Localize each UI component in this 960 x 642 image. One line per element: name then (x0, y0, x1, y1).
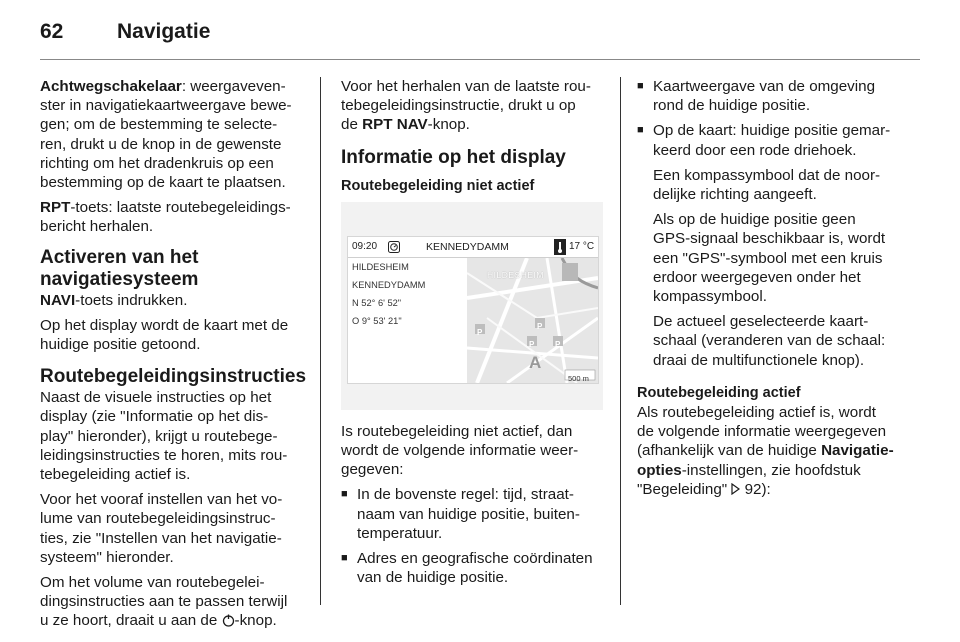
paragraph-active-info: Als routebegeleiding actief is, wordt de volgende informatie weergegeven (afhankelijk van de huidige Navigatie- opties-instellingen, zie hoofdstuk "Begeleiding" 92): (637, 404, 894, 498)
term-navigatie-opties-1: Navigatie- (821, 442, 894, 460)
paragraph-gps: Als op de huidige positie geen GPS-signaal beschikbaar is, wordt een "GPS"-symbool met een kruis erdoor weergegeven onder het kompassymbool. (653, 211, 886, 306)
compass-icon: A (529, 352, 542, 372)
display-longitude: O 9° 53' 21" (352, 315, 402, 326)
heading-active: Routebegeleiding actief (637, 384, 801, 401)
parking-icon-4: P (537, 321, 543, 331)
map-city-label: HILDESHEIM (487, 269, 544, 280)
paragraph-compass: Een kompassymbool dat de noor- delijke richting aangeeft. (653, 166, 881, 204)
display-screen (347, 236, 599, 384)
display-latitude: N 52° 6' 52" (352, 297, 402, 308)
term-navi: NAVI (40, 291, 76, 309)
thermometer-icon (554, 239, 566, 255)
bullet-square-icon: ■ (341, 552, 348, 565)
parking-icon-1: P (477, 327, 483, 337)
paragraph-adjust-volume: Om het volume van routebegelei- dingsinstructies aan te passen terwijl u ze hoort, draait u aan de -knop. (40, 574, 288, 630)
bullet-square-icon: ■ (637, 80, 644, 92)
column-2 (341, 77, 603, 593)
heading-not-active: Routebegeleiding niet actief (341, 177, 535, 194)
paragraph-repeat: Voor het herhalen van de laatste rou- tebegeleidingsinstructie, drukt u op de RPT NAV-knop. (341, 78, 591, 134)
column-divider-2 (620, 77, 621, 605)
paragraph-display-map: Op het display wordt de kaart met de huidige positie getoond. (40, 316, 289, 354)
heading-route-instructions: Routebegeleidingsinstructies (40, 366, 307, 388)
display-position-info (348, 258, 466, 383)
column-3 (637, 77, 912, 505)
parking-icon-3: P (555, 339, 561, 349)
paragraph-map-scale: De actueel geselecteerde kaart- schaal (veranderen van de schaal: draai de multifunctionele knop). (653, 313, 886, 369)
display-screenshot (341, 202, 603, 410)
paragraph-visual-instructions: Naast de visuele instructies op het display (zie "Informatie op het dis- play" hieronder), krijgt u routebege- leidingsinstructies te horen, mits rou- tebegeleiding actief is. (40, 389, 288, 484)
paragraph-navi: NAVI-toets indrukken. (40, 291, 188, 309)
list-item: ■ Adres en geografische coördinaten van de huidige positie. (341, 550, 593, 587)
term-achtwegschakelaar: Achtwegschakelaar (40, 78, 182, 95)
paragraph-preset-volume: Voor het vooraf instellen van het vo- lume van routebegeleidingsinstruc- ties, zie "Instellen van het navigatie- systeem" hieronder. (40, 491, 283, 566)
term-rpt-nav: RPT NAV (362, 116, 428, 134)
display-time: 09:20 (352, 240, 378, 252)
list-item: ■ In de bovenste regel: tijd, straat- naam van huidige positie, buiten- temperatuur. (341, 486, 580, 542)
bullet-square-icon: ■ (341, 488, 348, 501)
clock-icon (388, 241, 400, 253)
parking-icon-2: P (529, 339, 535, 349)
display-street: KENNEDYDAMM (426, 240, 509, 253)
heading-activate: Activeren van het navigatiesysteem (40, 246, 199, 290)
display-status-bar (348, 237, 598, 258)
paragraph-rpt: RPT-toets: laatste routebegeleidings- bericht herhalen. (40, 199, 291, 236)
list-item: ■ Kaartweergave van de omgeving rond de huidige positie. (637, 78, 876, 115)
column-1 (40, 77, 308, 637)
header-rule (40, 59, 920, 60)
page-number: 62 (40, 20, 64, 43)
display-city: HILDESHEIM (352, 261, 409, 272)
heading-display-info: Informatie op het display (341, 146, 566, 168)
term-navigatie-opties-2: opties (637, 461, 682, 479)
column-divider-1 (320, 77, 321, 605)
display-map (467, 258, 598, 383)
display-street-line: KENNEDYDAMM (352, 279, 426, 290)
term-rpt: RPT (40, 199, 71, 217)
display-temperature: 17 °C (569, 240, 595, 252)
chapter-title: Navigatie (117, 20, 211, 43)
bullet-square-icon: ■ (637, 124, 644, 137)
map-scale: 500 m (568, 373, 589, 383)
list-item: ■ Op de kaart: huidige positie gemar- keerd door een rode driehoek. (637, 122, 891, 159)
paragraph-eight-way-switch: Achtwegschakelaar: weergaveven- ster in navigatiekaartweergave bewe- gen; om de bestemming te selecte- ren, drukt u de knop in de gewenste richting om het dradenkruis op een bestemming op de kaart te plaatsen. (40, 78, 292, 192)
paragraph-not-active-info: Is routebegeleiding niet actief, dan wordt de volgende informatie weer- gegeven: (341, 422, 579, 479)
volume-knob-icon (222, 614, 235, 627)
